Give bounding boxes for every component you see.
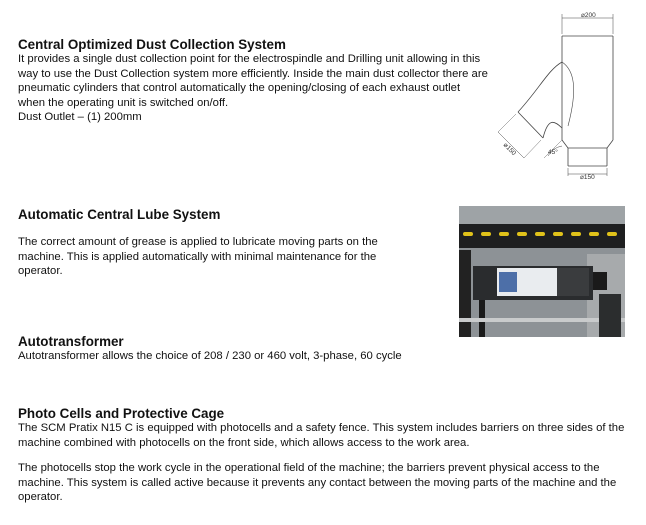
paragraph-gap: [18, 450, 628, 461]
autotransformer-title: Autotransformer: [18, 334, 124, 349]
photo-cells-body-2: The photocells stop the work cycle in the operational field of the machine; the barriers prevent physical access to the machine. This system is called active because it prevents any contact between the moving parts of the machine and the operator.: [18, 462, 617, 504]
diagram-angle-label: 45°: [548, 149, 558, 156]
diagram-branch-dimension: ⌀150: [501, 141, 518, 158]
dust-collection-title: Central Optimized Dust Collection System: [18, 37, 286, 52]
dust-collection-body: It provides a single dust collection point for the electrospindle and Drilling unit allowing in this way to use the Dust Collection system more efficiently. Inside the main dust collector there are pneumatic cylinders that control automatically the opening/closing of each exhaust outlet when the operating unit is switched on/off.: [18, 53, 488, 109]
dust-outlet-spec: Dust Outlet – (1) 200mm: [18, 111, 142, 124]
photo-cells-body-1: The SCM Pratix N15 C is equipped with photocells and a safety fence. This system includes barriers on three sides of the machine combined with photocells on the front side, which allows access to the work area.: [18, 422, 625, 449]
lube-system-section: [18, 207, 418, 279]
autotransformer-body: Autotransformer allows the choice of 208 / 230 or 460 volt, 3-phase, 60 cycle: [18, 350, 402, 362]
photo-cells-section: [18, 406, 628, 505]
diagram-bottom-dimension: ⌀150: [580, 174, 595, 180]
dust-collection-section: [18, 37, 488, 125]
dust-collector-diagram: [488, 8, 623, 180]
lube-system-body: The correct amount of grease is applied to lubricate moving parts on the machine. This is applied automatically with minimal maintenance for the operator.: [18, 236, 378, 278]
diagram-top-dimension: ⌀200: [581, 12, 596, 19]
autotransformer-section: [18, 334, 458, 364]
lube-system-title: Automatic Central Lube System: [18, 207, 221, 222]
photo-cells-title: Photo Cells and Protective Cage: [18, 406, 225, 421]
lube-system-photo: [459, 206, 625, 337]
